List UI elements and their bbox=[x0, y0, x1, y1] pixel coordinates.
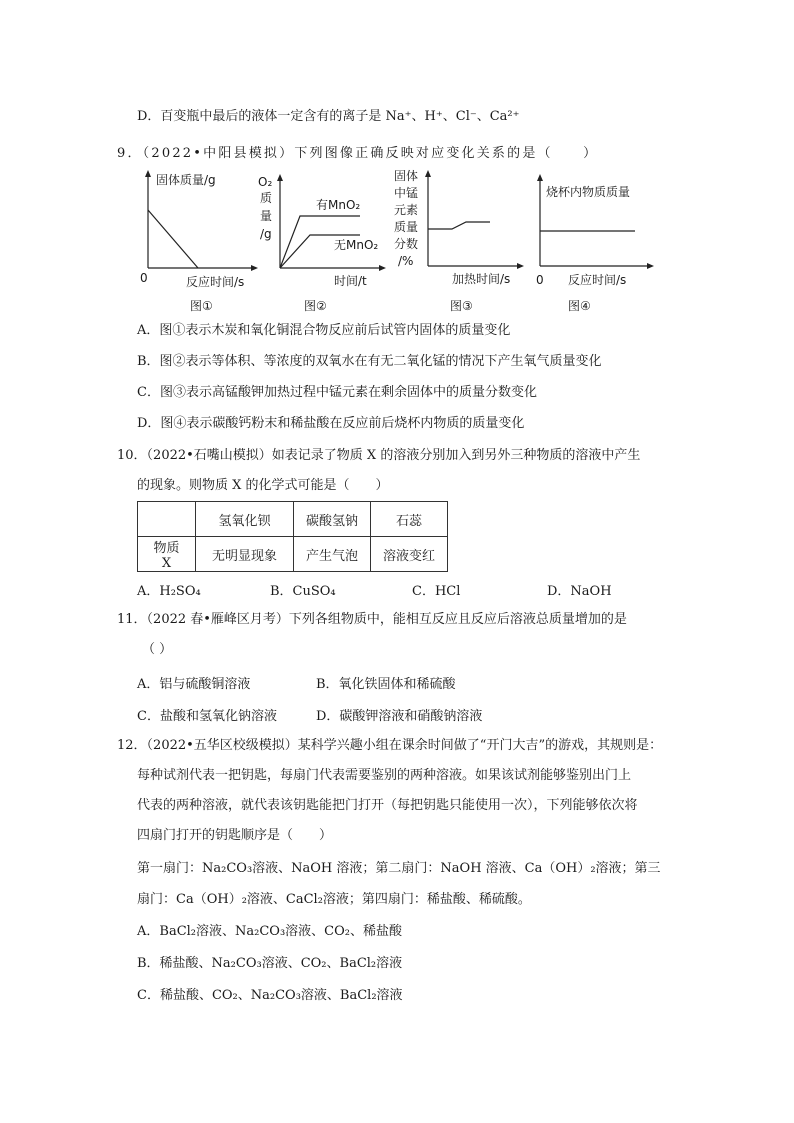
graph-4-xlabel: 反应时间/s bbox=[568, 273, 627, 287]
graph-2-y-arrow bbox=[277, 174, 283, 181]
q10-option-a: A．H₂SO₄ bbox=[137, 584, 201, 599]
graph-1-y-arrow bbox=[145, 170, 151, 177]
table-cell: 无明显现象 bbox=[196, 537, 294, 572]
graph-1 bbox=[138, 170, 258, 318]
graph-4-y-arrow bbox=[537, 174, 543, 181]
q12-option-a: A．BaCl₂溶液、Na₂CO₃溶液、CO₂、稀盐酸 bbox=[137, 924, 402, 939]
q12-stem-line-4: 四扇门打开的钥匙顺序是（ ） bbox=[137, 828, 333, 843]
graph-2-xlabel: 时间/t bbox=[334, 274, 367, 288]
q9-option-a: A．图①表示木炭和氧化铜混合物反应前后试管内固体的质量变化 bbox=[137, 323, 511, 338]
graph-4 bbox=[530, 172, 660, 318]
q10-option-b: B．CuSO₄ bbox=[270, 584, 336, 599]
graph-2-x-arrow bbox=[379, 265, 386, 271]
table-row bbox=[138, 537, 448, 572]
graph-4-svg bbox=[530, 172, 660, 318]
q12-option-b: B．稀盐酸、Na₂CO₃溶液、CO₂、BaCl₂溶液 bbox=[137, 956, 403, 971]
graph-2-series-1: 有MnO₂ bbox=[316, 198, 361, 212]
graph-1-ylabel: 固体质量/g bbox=[156, 173, 216, 187]
graph-2-ylabel-3: 量 bbox=[260, 209, 273, 223]
q10-option-c: C．HCl bbox=[412, 584, 461, 599]
q11-option-c: C．盐酸和氢氧化钠溶液 bbox=[137, 709, 277, 724]
q12-stem-line-1: 12．（2022•五华区校级模拟）某科学兴趣小组在课余时间做了“开门大吉”的游戏，其规则是： bbox=[117, 738, 663, 753]
graph-3-ylabel-5: 分数 bbox=[394, 237, 419, 251]
graph-3-ylabel-1: 固体 bbox=[394, 169, 419, 183]
graph-4-x-arrow bbox=[647, 263, 654, 269]
graph-3 bbox=[394, 166, 526, 318]
q9-option-b: B．图②表示等体积、等浓度的双氧水在有无二氧化锰的情况下产生氧气质量变化 bbox=[137, 354, 602, 369]
graph-2-ylabel-2: 质 bbox=[260, 191, 273, 205]
q9-option-c: C．图③表示高锰酸钾加热过程中锰元素在剩余固体中的质量分数变化 bbox=[137, 385, 537, 400]
graph-2-caption: 图② bbox=[304, 299, 327, 313]
graph-1-caption: 图① bbox=[190, 299, 213, 313]
q12-option-c: C．稀盐酸、CO₂、Na₂CO₃溶液、BaCl₂溶液 bbox=[137, 988, 403, 1003]
q11-option-b: B．氧化铁固体和稀硫酸 bbox=[316, 677, 456, 692]
table-header: 氢氧化钡 bbox=[196, 502, 294, 537]
graph-1-origin: 0 bbox=[140, 271, 148, 285]
q12-stem-line-2: 每种试剂代表一把钥匙，每扇门代表需要鉴别的两种溶液。如果该试剂能够鉴别出门上 bbox=[137, 768, 632, 783]
graph-1-curve bbox=[148, 210, 198, 268]
graph-3-caption: 图③ bbox=[450, 299, 473, 313]
graph-3-ylabel-2: 中锰 bbox=[394, 186, 419, 200]
graph-3-svg bbox=[394, 166, 526, 318]
graph-3-ylabel-3: 元素 bbox=[394, 203, 419, 217]
q10-table bbox=[137, 501, 448, 572]
q12-doors-line-1: 第一扇门：Na₂CO₃溶液、NaOH 溶液；第二扇门：NaOH 溶液、Ca（OH）₂溶液；第三 bbox=[137, 861, 661, 876]
q11-stem-line-1: 11．（2022 春•雁峰区月考）下列各组物质中，能相互反应且反应后溶液总质量增加的是 bbox=[117, 612, 627, 627]
q9-stem: 9．（2022•中阳县模拟）下列图像正确反映对应变化关系的是（ ） bbox=[117, 146, 599, 161]
graph-4-ylabel: 烧杯内物质质量 bbox=[546, 185, 631, 199]
q12-stem-line-3: 代表的两种溶液，就代表该钥匙能把门打开（每把钥匙只能使用一次），下列能够依次将 bbox=[137, 798, 638, 813]
q12-doors-line-2: 扇门：Ca（OH）₂溶液、CaCl₂溶液；第四扇门：稀盐酸、稀硫酸。 bbox=[137, 892, 531, 907]
graph-3-ylabel-4: 质量 bbox=[394, 220, 419, 234]
table-cell: 溶液变红 bbox=[371, 537, 448, 572]
graph-2 bbox=[258, 172, 388, 318]
graph-2-series-2: 无MnO₂ bbox=[334, 238, 379, 252]
graph-1-svg bbox=[138, 170, 258, 318]
graph-3-xlabel: 加热时间/s bbox=[452, 272, 511, 286]
graph-3-curve bbox=[428, 222, 490, 229]
graph-1-x-arrow bbox=[251, 265, 258, 271]
graph-3-x-arrow bbox=[517, 263, 524, 269]
table-header: 石蕊 bbox=[371, 502, 448, 537]
graph-4-caption: 图④ bbox=[568, 299, 591, 313]
q8-option-d: D．百变瓶中最后的液体一定含有的离子是 Na⁺、H⁺、Cl⁻、Ca²⁺ bbox=[137, 109, 520, 124]
q11-option-d: D．碳酸钾溶液和硝酸钠溶液 bbox=[316, 709, 483, 724]
graph-4-origin: 0 bbox=[536, 273, 544, 287]
table-cell: 产生气泡 bbox=[294, 537, 371, 572]
graph-3-ylabel-6: /% bbox=[398, 254, 414, 268]
graph-2-ylabel-4: /g bbox=[260, 227, 272, 241]
q10-stem-line-2: 的现象。则物质 X 的化学式可能是（ ） bbox=[137, 478, 389, 493]
q10-option-d: D．NaOH bbox=[547, 584, 612, 599]
q9-option-d: D．图④表示碳酸钙粉末和稀盐酸在反应前后烧杯内物质的质量变化 bbox=[137, 416, 525, 431]
table-header: 碳酸氢钠 bbox=[294, 502, 371, 537]
graph-1-xlabel: 反应时间/s bbox=[186, 275, 245, 289]
graph-2-svg bbox=[258, 172, 388, 318]
q11-stem-line-2: （ ） bbox=[142, 642, 173, 657]
table-row bbox=[138, 502, 448, 537]
table-row-label: 物质 X bbox=[138, 537, 196, 572]
q10-stem-line-1: 10．（2022•石嘴山模拟）如表记录了物质 X 的溶液分别加入到另外三种物质的溶液中产生 bbox=[117, 448, 641, 463]
graph-2-ylabel-1: O₂ bbox=[258, 175, 273, 189]
graph-3-y-arrow bbox=[425, 170, 431, 177]
q11-option-a: A．铝与硫酸铜溶液 bbox=[137, 677, 251, 692]
table-header-empty bbox=[138, 502, 196, 537]
